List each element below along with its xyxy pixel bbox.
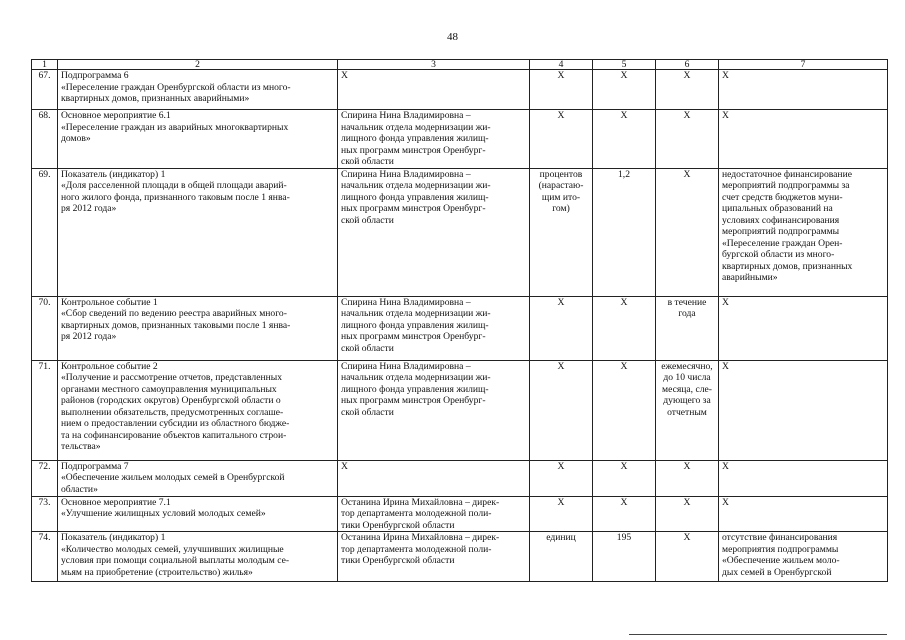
item-name-cell: [58, 296, 338, 360]
header-col-6: 6: [656, 60, 719, 70]
deadline-cell: [656, 360, 719, 460]
item-name-cell: [58, 168, 338, 296]
deadline-line: отчетным: [667, 406, 707, 418]
plan-value-cell: [593, 460, 656, 496]
deadline-cell: [656, 296, 719, 360]
item-name-line: Контрольное событие 1: [61, 296, 158, 308]
item-name-line: «Переселение граждан из аварийных многоквартирных: [61, 121, 289, 133]
responsible-person-line: ской области: [341, 406, 394, 418]
unit-line: X: [557, 360, 565, 372]
note-line: X: [722, 296, 729, 308]
plan-value-line: X: [620, 496, 628, 508]
item-name-cell: [58, 70, 338, 110]
unit-cell: [530, 360, 593, 460]
item-name-line: «Переселение граждан Оренбургской области из много-: [61, 81, 291, 93]
plan-value-cell: [593, 496, 656, 532]
responsible-person-line: Спирина Нина Владимировна –: [341, 168, 471, 180]
item-name-line: нием о предоставлении субсидии из областного бюдже-: [61, 418, 290, 429]
header-col-2: 2: [58, 60, 338, 70]
unit-cell: [530, 460, 593, 496]
unit-cell: [530, 70, 593, 110]
item-name-line: «Улучшение жилищных условий молодых семей»: [61, 508, 266, 519]
deadline-line: X: [683, 70, 691, 81]
note-line: недостаточное финансирование: [722, 168, 852, 180]
header-col-7: 7: [719, 60, 888, 70]
responsible-person-cell: [338, 296, 530, 360]
header-col-3: 3: [338, 60, 530, 70]
unit-line: процентов: [539, 168, 583, 180]
note-line: «Переселение граждан Орен-: [722, 237, 843, 249]
deadline-line: месяца, сле-: [662, 383, 712, 395]
plan-value-line: X: [620, 360, 628, 372]
note-cell: [719, 496, 888, 532]
table-row: [32, 110, 888, 169]
unit-line: X: [557, 110, 565, 121]
item-name-line: квартирных домов, признанных аварийными»: [61, 93, 250, 104]
responsible-person-cell: [338, 496, 530, 532]
item-name-cell: [58, 496, 338, 532]
note-cell: [719, 296, 888, 360]
responsible-person-line: Спирина Нина Владимировна –: [341, 360, 471, 372]
deadline-line: X: [683, 168, 691, 180]
unit-cell: [530, 532, 593, 582]
item-name-line: «Обеспечение жильем молодых семей в Оренбургской: [61, 472, 285, 483]
report-table: [31, 59, 888, 582]
responsible-person-line: тики Оренбургской области: [341, 519, 455, 531]
plan-value-line: X: [620, 110, 628, 121]
responsible-person-line: начальник отдела модернизации жи-: [341, 121, 491, 133]
deadline-line: в течение: [667, 296, 707, 308]
item-name-line: та на софинансирование объектов капитального строи-: [61, 429, 287, 441]
note-line: «Обеспечение жильем моло-: [722, 555, 840, 566]
deadline-cell: [656, 70, 719, 110]
item-name-line: «Доля расселенной площади в общей площади аварий-: [61, 180, 287, 191]
responsible-person-line: начальник отдела модернизации жи-: [341, 308, 491, 319]
note-cell: [719, 360, 888, 460]
note-cell: [719, 168, 888, 296]
item-name-line: Подпрограмма 7: [61, 460, 129, 472]
unit-line: гом): [552, 203, 570, 214]
row-number-cell: [32, 168, 58, 296]
responsible-person-cell: [338, 460, 530, 496]
row-number-line: 70.: [38, 296, 51, 308]
unit-cell: [530, 168, 593, 296]
item-name-line: Основное мероприятие 6.1: [61, 110, 171, 121]
responsible-person-line: лищного фонда управления жилищ-: [341, 383, 489, 395]
item-name-line: «Сбор сведений по ведению реестра аварийных много-: [61, 308, 287, 319]
header-col-1: 1: [32, 60, 58, 70]
plan-value-line: X: [620, 460, 628, 472]
unit-cell: [530, 296, 593, 360]
responsible-person-cell: [338, 532, 530, 582]
note-line: мероприятий подпрограммы за: [722, 180, 850, 191]
table-row: [32, 70, 888, 110]
responsible-person-line: начальник отдела модернизации жи-: [341, 372, 491, 383]
note-line: ципальных образований на: [722, 203, 833, 214]
item-name-line: ря 2012 года»: [61, 331, 117, 342]
responsible-person-line: тики Оренбургской области: [341, 555, 455, 566]
item-name-line: ря 2012 года»: [61, 203, 117, 214]
deadline-line: дующего за: [663, 395, 711, 406]
row-number-cell: [32, 360, 58, 460]
row-number-line: 71.: [38, 360, 51, 372]
deadline-line: X: [683, 110, 691, 121]
note-line: X: [722, 496, 729, 508]
item-name-line: Основное мероприятие 7.1: [61, 496, 171, 508]
row-number-cell: [32, 110, 58, 169]
row-number-line: 73.: [38, 496, 51, 508]
row-number-line: 72.: [38, 460, 51, 472]
row-number-line: 68.: [38, 110, 51, 121]
note-line: мероприятий подпрограммы: [722, 226, 840, 237]
row-number-line: 74.: [38, 532, 51, 543]
responsible-person-line: лищного фонда управления жилищ-: [341, 133, 489, 144]
item-name-line: Показатель (индикатор) 1: [61, 532, 166, 543]
note-line: X: [722, 70, 729, 81]
item-name-cell: [58, 110, 338, 169]
table-row: [32, 168, 888, 296]
responsible-person-line: ных программ минстроя Оренбург-: [341, 203, 486, 214]
unit-line: X: [557, 70, 565, 81]
row-number-cell: [32, 532, 58, 582]
row-number-line: 67.: [38, 70, 51, 81]
deadline-cell: [656, 532, 719, 582]
note-line: аварийными»: [722, 272, 778, 283]
responsible-person-cell: [338, 70, 530, 110]
row-number-cell: [32, 70, 58, 110]
deadline-line: X: [683, 460, 691, 472]
item-name-line: мьям на приобретение (строительство) жилья»: [61, 566, 253, 578]
responsible-person-line: начальник отдела модернизации жи-: [341, 180, 491, 191]
responsible-person-line: ных программ минстроя Оренбург-: [341, 331, 486, 342]
note-line: мероприятия подпрограммы: [722, 543, 839, 555]
deadline-line: X: [683, 532, 691, 543]
responsible-person-cell: [338, 360, 530, 460]
note-line: счет средств бюджетов муни-: [722, 191, 843, 203]
plan-value-cell: [593, 360, 656, 460]
deadline-cell: [656, 460, 719, 496]
note-line: X: [722, 110, 729, 121]
deadline-line: года: [678, 308, 696, 319]
deadline-cell: [656, 168, 719, 296]
plan-value-line: X: [620, 296, 628, 308]
table-body: [32, 70, 888, 582]
responsible-person-line: X: [341, 460, 348, 472]
responsible-person-line: ской области: [341, 214, 394, 226]
header-col-5: 5: [593, 60, 656, 70]
unit-line: (нарастаю-: [538, 180, 584, 191]
header-col-4: 4: [530, 60, 593, 70]
responsible-person-line: тор департамента молодежной поли-: [341, 508, 492, 519]
plan-value-line: 195: [616, 532, 632, 543]
deadline-line: до 10 числа: [663, 372, 711, 383]
deadline-line: X: [683, 496, 691, 508]
page-number: 48: [447, 31, 458, 43]
table-row: [32, 360, 888, 460]
note-line: X: [722, 460, 729, 472]
row-number-cell: [32, 496, 58, 532]
responsible-person-cell: [338, 168, 530, 296]
item-name-line: Контрольное событие 2: [61, 360, 158, 372]
plan-value-line: 1,2: [618, 168, 630, 180]
responsible-person-line: ных программ минстроя Оренбург-: [341, 144, 486, 156]
item-name-line: выполнении обязательств, предусмотренных соглаше-: [61, 406, 284, 418]
item-name-line: органами местного самоуправления муниципальных: [61, 383, 277, 395]
responsible-person-line: лищного фонда управления жилищ-: [341, 191, 489, 203]
responsible-person-line: X: [341, 70, 348, 81]
row-number-cell: [32, 296, 58, 360]
responsible-person-line: Останина Ирина Михайловна – дирек-: [341, 532, 500, 543]
row-number-line: 69.: [38, 168, 51, 180]
plan-value-cell: [593, 168, 656, 296]
unit-cell: [530, 110, 593, 169]
unit-line: X: [557, 296, 565, 308]
item-name-cell: [58, 532, 338, 582]
item-name-line: области»: [61, 483, 98, 495]
unit-cell: [530, 496, 593, 532]
plan-value-line: X: [620, 70, 628, 81]
responsible-person-cell: [338, 110, 530, 169]
table-row: [32, 296, 888, 360]
responsible-person-line: Останина Ирина Михайловна – дирек-: [341, 496, 500, 508]
note-line: бургской области из много-: [722, 249, 835, 260]
item-name-line: «Количество молодых семей, улучшивших жилищные: [61, 543, 284, 555]
unit-line: единиц: [546, 532, 576, 543]
responsible-person-line: ской области: [341, 342, 394, 354]
unit-line: X: [557, 496, 565, 508]
item-name-line: Показатель (индикатор) 1: [61, 168, 166, 180]
item-name-line: «Получение и рассмотрение отчетов, представленных: [61, 372, 282, 383]
item-name-line: домов»: [61, 133, 91, 144]
note-line: X: [722, 360, 729, 372]
item-name-line: тельства»: [61, 441, 101, 452]
plan-value-cell: [593, 110, 656, 169]
responsible-person-line: ской области: [341, 156, 394, 167]
item-name-line: ного жилого фонда, признанного таковым после 1 янва-: [61, 191, 290, 203]
note-line: условиях софинансирования: [722, 214, 840, 226]
responsible-person-line: ных программ минстроя Оренбург-: [341, 395, 486, 406]
plan-value-cell: [593, 296, 656, 360]
note-line: отсутствие финансирования: [722, 532, 838, 543]
item-name-cell: [58, 460, 338, 496]
note-cell: [719, 532, 888, 582]
item-name-line: районов (городских округов) Оренбургской области о: [61, 395, 281, 406]
responsible-person-line: тор департамента молодежной поли-: [341, 543, 492, 555]
responsible-person-line: Спирина Нина Владимировна –: [341, 296, 471, 308]
unit-line: щим ито-: [541, 191, 581, 203]
item-name-line: Подпрограмма 6: [61, 70, 129, 81]
item-name-line: условия при помощи социальной выплаты молодым се-: [61, 555, 290, 566]
responsible-person-line: Спирина Нина Владимировна –: [341, 110, 471, 121]
table-row: [32, 532, 888, 582]
deadline-cell: [656, 496, 719, 532]
row-number-cell: [32, 460, 58, 496]
note-cell: [719, 460, 888, 496]
deadline-line: ежемесячно,: [661, 360, 713, 372]
header-row: [32, 60, 888, 70]
note-cell: [719, 70, 888, 110]
unit-line: X: [557, 460, 565, 472]
table-row: [32, 460, 888, 496]
item-name-line: квартирных домов, признанных таковыми после 1 янва-: [61, 319, 291, 331]
plan-value-cell: [593, 70, 656, 110]
responsible-person-line: лищного фонда управления жилищ-: [341, 319, 489, 331]
note-cell: [719, 110, 888, 169]
note-line: дых семей в Оренбургской: [722, 566, 832, 578]
footer-rule: [629, 634, 887, 635]
note-line: квартирных домов, признанных: [722, 260, 853, 272]
deadline-cell: [656, 110, 719, 169]
item-name-cell: [58, 360, 338, 460]
table-row: [32, 496, 888, 532]
plan-value-cell: [593, 532, 656, 582]
